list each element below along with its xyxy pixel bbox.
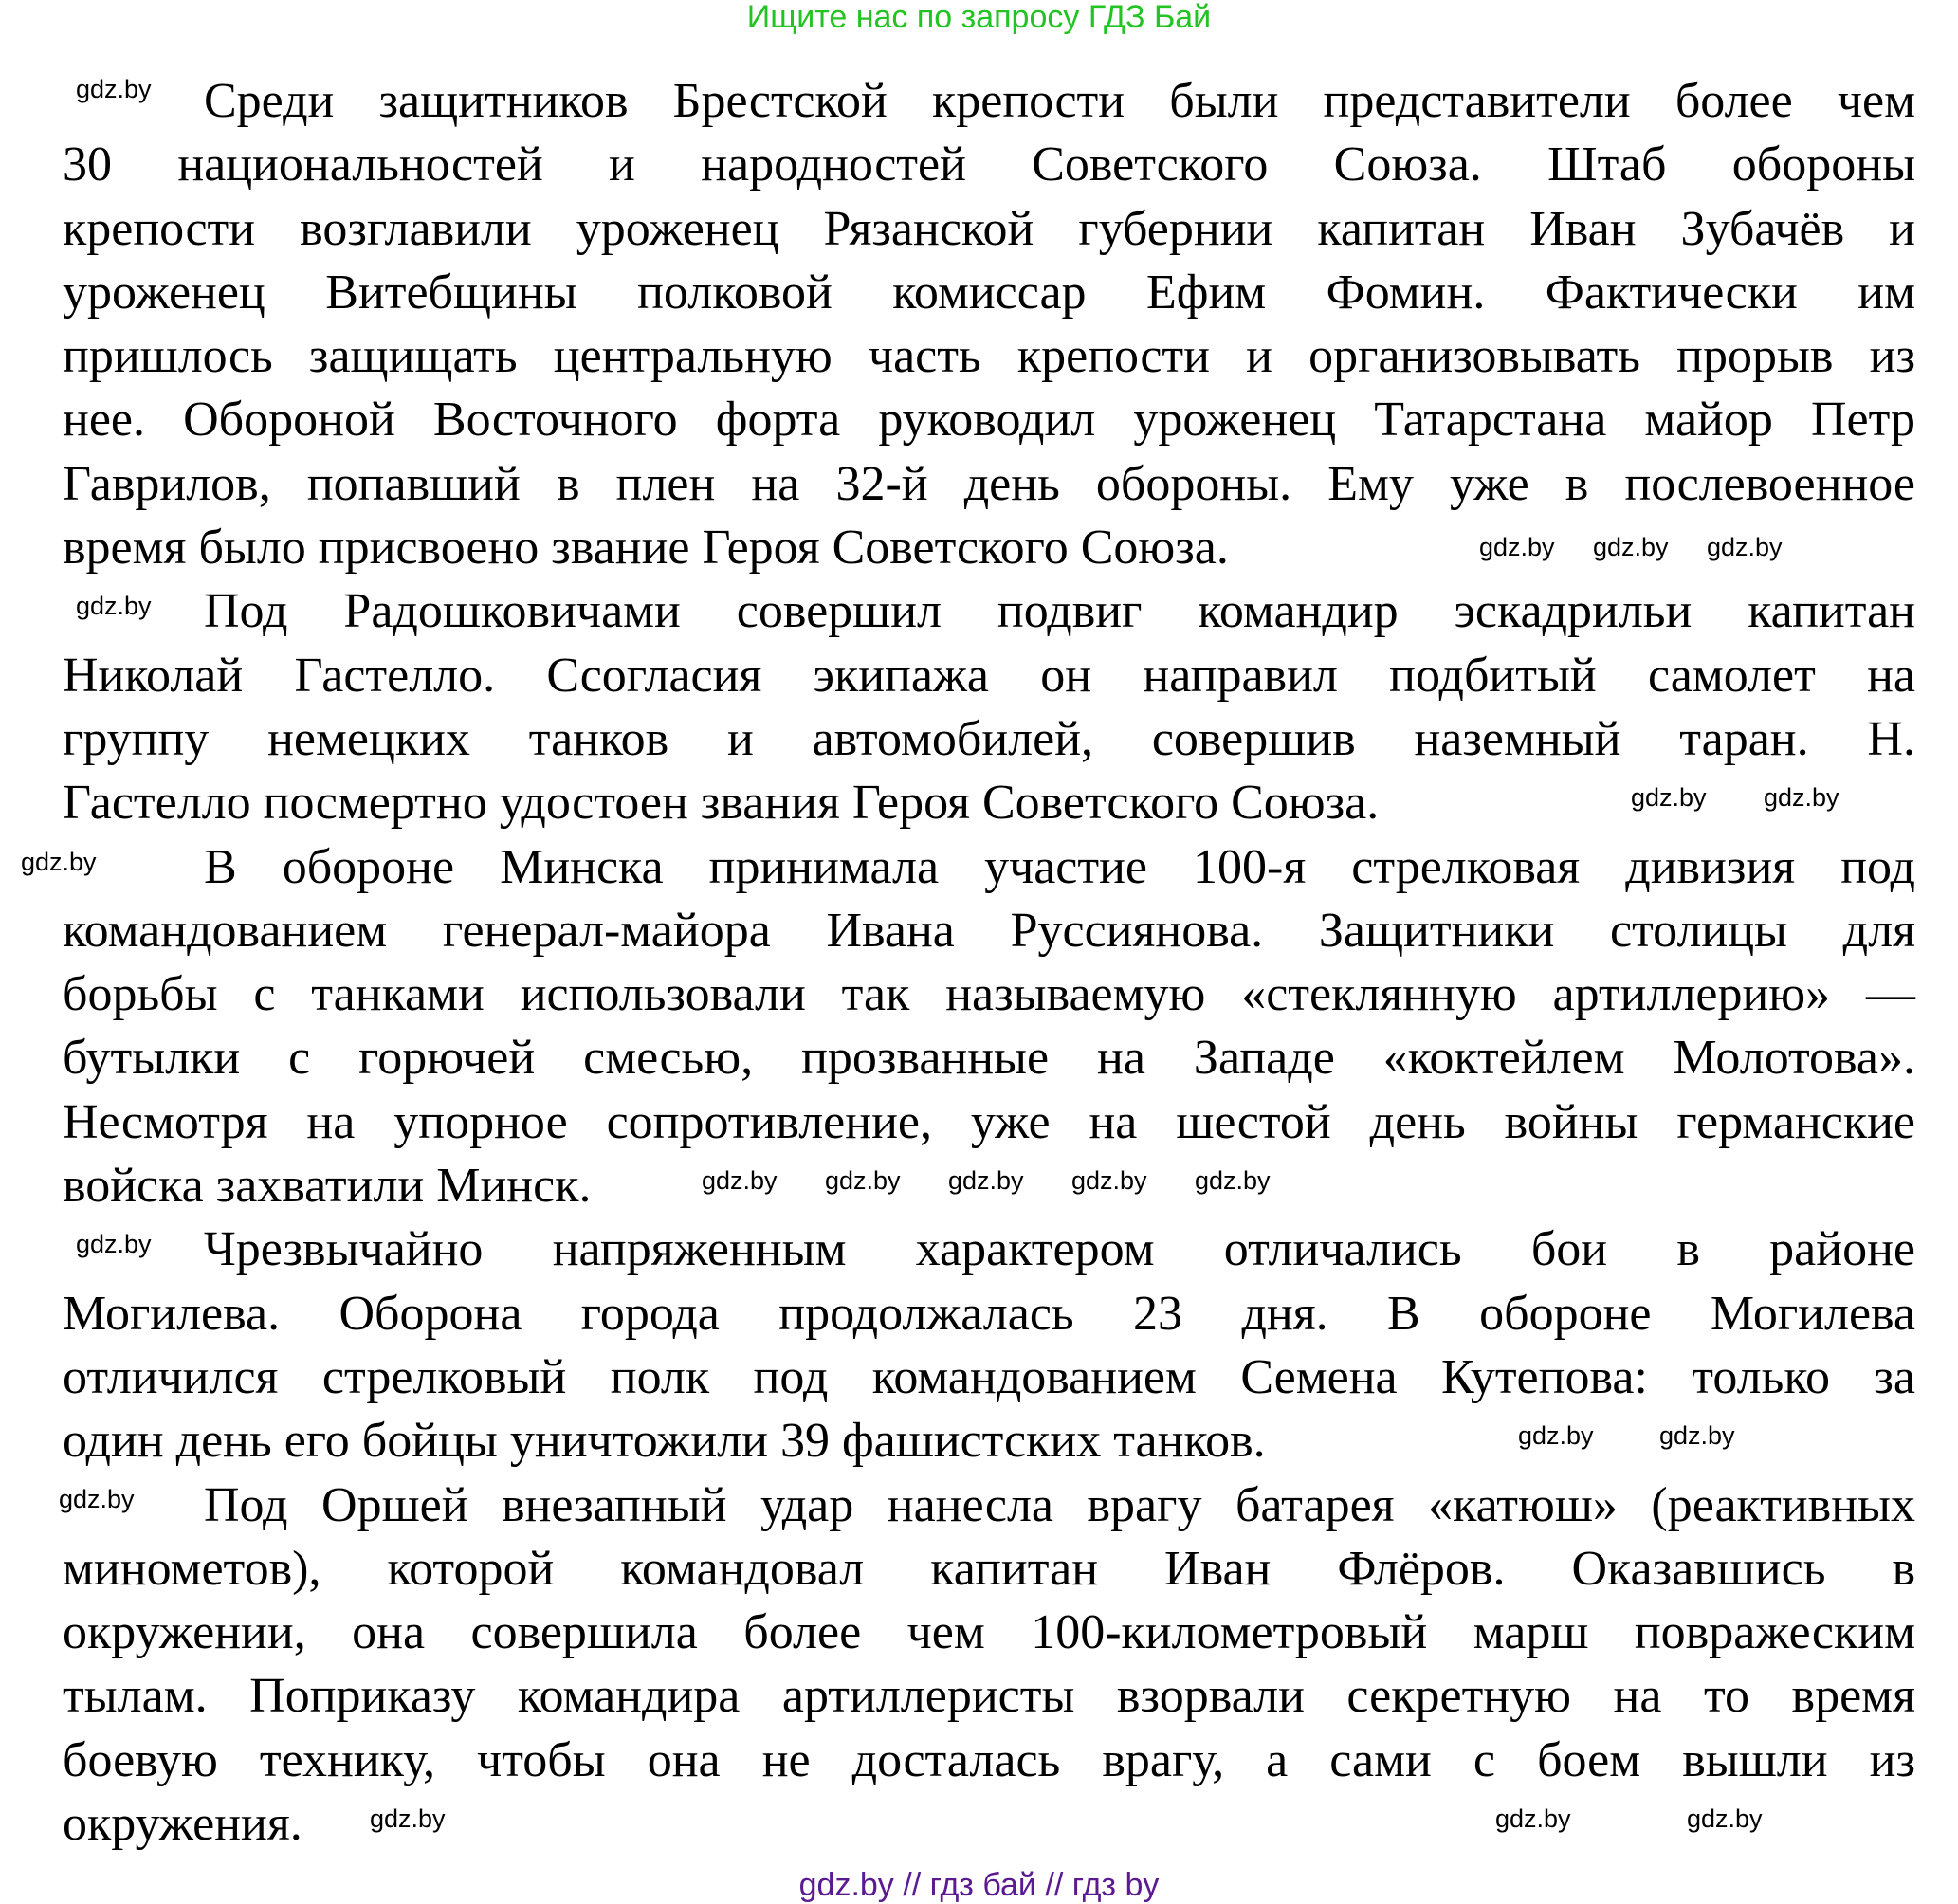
- watermark: gdz.by: [1764, 783, 1839, 812]
- watermark: gdz.by: [21, 848, 97, 876]
- paragraph-3-line: В обороне Минска принимала участие 100-я стрелковая дивизия под: [204, 839, 1915, 894]
- paragraph-1-line: Гаврилов, попавший в плен на 32-й день обороны. Ему уже в послевоенное: [63, 456, 1915, 511]
- paragraph-1-line: уроженец Витебщины полковой комиссар Ефим Фомин. Фактически им: [63, 265, 1915, 320]
- paragraph-4-line: отличился стрелковый полк под командованием Семена Кутепова: только за: [63, 1349, 1915, 1404]
- watermark: gdz.by: [1631, 783, 1707, 812]
- watermark: gdz.by: [1518, 1421, 1594, 1450]
- watermark: gdz.by: [1495, 1804, 1571, 1833]
- watermark: gdz.by: [76, 75, 152, 103]
- paragraph-2-line: Под Радошковичами совершил подвиг командир эскадрильи капитан: [204, 584, 1915, 639]
- paragraph-1-line: время было присвоено звание Героя Советского Союза.: [63, 521, 1229, 576]
- search-hint-banner: Ищите нас по запросу ГДЗ Бай: [746, 0, 1212, 35]
- paragraph-1-line: нее. Обороной Восточного форта руководил уроженец Татарстана майор Петр: [63, 393, 1915, 448]
- watermark: gdz.by: [1687, 1804, 1763, 1833]
- paragraph-3-line: войска захватили Минск.: [63, 1159, 592, 1214]
- paragraph-3-line: бутылки с горючей смесью, прозванные на Западе «коктейлем Молотова».: [63, 1031, 1915, 1086]
- paragraph-3-line: командованием генерал-майора Ивана Руссиянова. Защитники столицы для: [63, 903, 1915, 958]
- paragraph-1-line: крепости возглавили уроженец Рязанской губернии капитан Иван Зубачёв и: [63, 201, 1915, 256]
- watermark: gdz.by: [702, 1166, 778, 1195]
- paragraph-4-line: Чрезвычайно напряженным характером отличались бои в районе: [204, 1222, 1915, 1277]
- watermark: gdz.by: [948, 1166, 1024, 1195]
- watermark: gdz.by: [1071, 1166, 1147, 1195]
- paragraph-2-line: Гастелло посмертно удостоен звания Героя Советского Союза.: [63, 776, 1380, 831]
- footer-links: gdz.by // гдз бай // гдз by: [798, 1867, 1160, 1903]
- watermark: gdz.by: [370, 1804, 446, 1833]
- paragraph-4-line: Могилева. Оборона города продолжалась 23 дня. В обороне Могилева: [63, 1286, 1915, 1341]
- paragraph-4-line: один день его бойцы уничтожили 39 фашистских танков.: [63, 1414, 1266, 1469]
- watermark: gdz.by: [825, 1166, 901, 1195]
- paragraph-5-line: Под Оршей внезапный удар нанесла врагу батарея «катюш» (реактивных: [204, 1477, 1915, 1532]
- paragraph-5-line: минометов), которой командовал капитан Иван Флёров. Оказавшись в: [63, 1541, 1915, 1596]
- paragraph-2-line: Николай Гастелло. Ссогласия экипажа он направил подбитый самолет на: [63, 648, 1915, 703]
- watermark: gdz.by: [76, 592, 152, 620]
- paragraph-5-line: окружении, она совершила более чем 100-километровый марш повражеским: [63, 1605, 1915, 1660]
- watermark: gdz.by: [76, 1230, 152, 1258]
- watermark: gdz.by: [1479, 533, 1555, 561]
- paragraph-2-line: группу немецких танков и автомобилей, совершив наземный таран. Н.: [63, 711, 1915, 766]
- paragraph-3-line: борьбы с танками использовали так называемую «стеклянную артиллерию» —: [63, 967, 1915, 1022]
- paragraph-5-line: окружения.: [63, 1797, 302, 1852]
- watermark: gdz.by: [59, 1485, 135, 1513]
- document-body: [63, 69, 1915, 1856]
- watermark: gdz.by: [1593, 533, 1669, 561]
- paragraph-1-line: пришлось защищать центральную часть крепости и организовывать прорыв из: [63, 329, 1915, 384]
- paragraph-5-line: тылам. Поприказу командира артиллеристы взорвали секретную на то время: [63, 1669, 1915, 1724]
- paragraph-1-line: 30 национальностей и народностей Советского Союза. Штаб обороны: [63, 137, 1915, 192]
- paragraph-5-line: боевую технику, чтобы она не досталась врагу, а сами с боем вышли из: [63, 1732, 1915, 1787]
- paragraph-3-line: Несмотря на упорное сопротивление, уже на шестой день войны германские: [63, 1094, 1915, 1149]
- watermark: gdz.by: [1707, 533, 1783, 561]
- watermark: gdz.by: [1659, 1421, 1735, 1450]
- paragraph-1-line: Среди защитников Брестской крепости были представители более чем: [204, 74, 1915, 128]
- watermark: gdz.by: [1195, 1166, 1271, 1195]
